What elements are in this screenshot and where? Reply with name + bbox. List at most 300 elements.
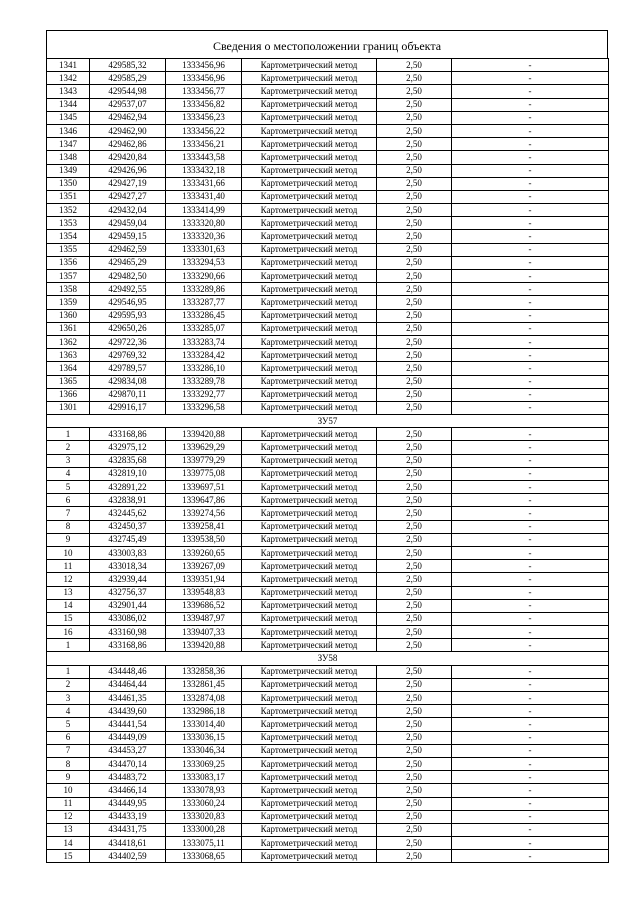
method-cell: Картометрический метод bbox=[242, 177, 377, 190]
y-coordinate-cell: 1333431,40 bbox=[166, 190, 242, 203]
table-row bbox=[47, 335, 609, 348]
table-row bbox=[47, 98, 609, 111]
y-coordinate-cell: 1333456,77 bbox=[166, 85, 242, 98]
method-cell: Картометрический метод bbox=[242, 573, 377, 586]
accuracy-cell: 2,50 bbox=[377, 507, 452, 520]
x-coordinate-cell: 429650,26 bbox=[90, 322, 166, 335]
accuracy-cell: 2,50 bbox=[377, 678, 452, 691]
accuracy-cell: 2,50 bbox=[377, 124, 452, 137]
point-number-cell: 1 bbox=[47, 639, 90, 652]
y-coordinate-cell: 1339629,29 bbox=[166, 441, 242, 454]
point-number-cell: 16 bbox=[47, 626, 90, 639]
note-cell: - bbox=[452, 823, 609, 836]
x-coordinate-cell: 429462,59 bbox=[90, 243, 166, 256]
table-row bbox=[47, 850, 609, 863]
x-coordinate-cell: 434418,61 bbox=[90, 837, 166, 850]
method-cell: Картометрический метод bbox=[242, 428, 377, 441]
y-coordinate-cell: 1339487,97 bbox=[166, 612, 242, 625]
method-cell: Картометрический метод bbox=[242, 243, 377, 256]
method-cell: Картометрический метод bbox=[242, 349, 377, 362]
point-number-cell: 3 bbox=[47, 692, 90, 705]
point-number-cell: 7 bbox=[47, 744, 90, 757]
y-coordinate-cell: 1339686,52 bbox=[166, 599, 242, 612]
table-row bbox=[47, 546, 609, 559]
y-coordinate-cell: 1339258,41 bbox=[166, 520, 242, 533]
table-row bbox=[47, 837, 609, 850]
point-number-cell: 12 bbox=[47, 573, 90, 586]
table-row bbox=[47, 309, 609, 322]
point-number-cell: 1346 bbox=[47, 124, 90, 137]
note-cell: - bbox=[452, 454, 609, 467]
method-cell: Картометрический метод bbox=[242, 494, 377, 507]
method-cell: Картометрический метод bbox=[242, 507, 377, 520]
method-cell: Картометрический метод bbox=[242, 705, 377, 718]
y-coordinate-cell: 1333456,21 bbox=[166, 138, 242, 151]
method-cell: Картометрический метод bbox=[242, 612, 377, 625]
table-row bbox=[47, 665, 609, 678]
x-coordinate-cell: 434431,75 bbox=[90, 823, 166, 836]
page-title: Сведения о местоположении границ объекта bbox=[46, 30, 608, 59]
section-header-row bbox=[47, 652, 609, 665]
note-cell: - bbox=[452, 757, 609, 770]
point-number-cell: 15 bbox=[47, 850, 90, 863]
table-row bbox=[47, 243, 609, 256]
method-cell: Картометрический метод bbox=[242, 467, 377, 480]
note-cell: - bbox=[452, 309, 609, 322]
accuracy-cell: 2,50 bbox=[377, 217, 452, 230]
accuracy-cell: 2,50 bbox=[377, 375, 452, 388]
point-number-cell: 1365 bbox=[47, 375, 90, 388]
x-coordinate-cell: 434433,19 bbox=[90, 810, 166, 823]
point-number-cell: 1347 bbox=[47, 138, 90, 151]
table-row bbox=[47, 744, 609, 757]
point-number-cell: 1363 bbox=[47, 349, 90, 362]
table-row bbox=[47, 520, 609, 533]
method-cell: Картометрический метод bbox=[242, 560, 377, 573]
section-label: ЗУ58 bbox=[47, 652, 609, 665]
table-row bbox=[47, 164, 609, 177]
method-cell: Картометрический метод bbox=[242, 639, 377, 652]
table-row bbox=[47, 692, 609, 705]
x-coordinate-cell: 433086,02 bbox=[90, 612, 166, 625]
point-number-cell: 1348 bbox=[47, 151, 90, 164]
y-coordinate-cell: 1333320,80 bbox=[166, 217, 242, 230]
accuracy-cell: 2,50 bbox=[377, 283, 452, 296]
note-cell: - bbox=[452, 731, 609, 744]
accuracy-cell: 2,50 bbox=[377, 454, 452, 467]
note-cell: - bbox=[452, 388, 609, 401]
point-number-cell: 2 bbox=[47, 441, 90, 454]
point-number-cell: 1343 bbox=[47, 85, 90, 98]
y-coordinate-cell: 1333456,23 bbox=[166, 111, 242, 124]
point-number-cell: 13 bbox=[47, 586, 90, 599]
table-row bbox=[47, 612, 609, 625]
y-coordinate-cell: 1333443,58 bbox=[166, 151, 242, 164]
note-cell: - bbox=[452, 744, 609, 757]
y-coordinate-cell: 1333060,24 bbox=[166, 797, 242, 810]
method-cell: Картометрический метод bbox=[242, 784, 377, 797]
table-row bbox=[47, 494, 609, 507]
method-cell: Картометрический метод bbox=[242, 151, 377, 164]
x-coordinate-cell: 434453,27 bbox=[90, 744, 166, 757]
note-cell: - bbox=[452, 98, 609, 111]
table-row bbox=[47, 573, 609, 586]
accuracy-cell: 2,50 bbox=[377, 85, 452, 98]
table-row bbox=[47, 59, 609, 72]
accuracy-cell: 2,50 bbox=[377, 494, 452, 507]
note-cell: - bbox=[452, 111, 609, 124]
x-coordinate-cell: 429427,19 bbox=[90, 177, 166, 190]
table-row bbox=[47, 72, 609, 85]
point-number-cell: 1364 bbox=[47, 362, 90, 375]
table-row bbox=[47, 797, 609, 810]
note-cell: - bbox=[452, 164, 609, 177]
note-cell: - bbox=[452, 494, 609, 507]
method-cell: Картометрический метод bbox=[242, 823, 377, 836]
y-coordinate-cell: 1333286,10 bbox=[166, 362, 242, 375]
y-coordinate-cell: 1333289,86 bbox=[166, 283, 242, 296]
x-coordinate-cell: 429465,29 bbox=[90, 256, 166, 269]
method-cell: Картометрический метод bbox=[242, 256, 377, 269]
document-page bbox=[46, 30, 608, 863]
accuracy-cell: 2,50 bbox=[377, 837, 452, 850]
x-coordinate-cell: 434449,09 bbox=[90, 731, 166, 744]
point-number-cell: 1359 bbox=[47, 296, 90, 309]
x-coordinate-cell: 429916,17 bbox=[90, 401, 166, 414]
table-row bbox=[47, 190, 609, 203]
note-cell: - bbox=[452, 718, 609, 731]
note-cell: - bbox=[452, 784, 609, 797]
y-coordinate-cell: 1333069,25 bbox=[166, 757, 242, 770]
accuracy-cell: 2,50 bbox=[377, 243, 452, 256]
accuracy-cell: 2,50 bbox=[377, 151, 452, 164]
point-number-cell: 7 bbox=[47, 507, 90, 520]
method-cell: Картометрический метод bbox=[242, 85, 377, 98]
method-cell: Картометрический метод bbox=[242, 296, 377, 309]
table-row bbox=[47, 784, 609, 797]
x-coordinate-cell: 429544,98 bbox=[90, 85, 166, 98]
table-row bbox=[47, 362, 609, 375]
accuracy-cell: 2,50 bbox=[377, 138, 452, 151]
note-cell: - bbox=[452, 467, 609, 480]
table-row bbox=[47, 481, 609, 494]
accuracy-cell: 2,50 bbox=[377, 164, 452, 177]
method-cell: Картометрический метод bbox=[242, 757, 377, 770]
y-coordinate-cell: 1333283,74 bbox=[166, 335, 242, 348]
accuracy-cell: 2,50 bbox=[377, 757, 452, 770]
method-cell: Картометрический метод bbox=[242, 124, 377, 137]
y-coordinate-cell: 1333301,63 bbox=[166, 243, 242, 256]
note-cell: - bbox=[452, 560, 609, 573]
note-cell: - bbox=[452, 335, 609, 348]
note-cell: - bbox=[452, 626, 609, 639]
point-number-cell: 5 bbox=[47, 718, 90, 731]
accuracy-cell: 2,50 bbox=[377, 335, 452, 348]
x-coordinate-cell: 429595,93 bbox=[90, 309, 166, 322]
note-cell: - bbox=[452, 296, 609, 309]
y-coordinate-cell: 1333290,66 bbox=[166, 270, 242, 283]
point-number-cell: 4 bbox=[47, 467, 90, 480]
table-row bbox=[47, 270, 609, 283]
point-number-cell: 1358 bbox=[47, 283, 90, 296]
x-coordinate-cell: 432939,44 bbox=[90, 573, 166, 586]
point-number-cell: 10 bbox=[47, 784, 90, 797]
point-number-cell: 8 bbox=[47, 757, 90, 770]
note-cell: - bbox=[452, 72, 609, 85]
point-number-cell: 15 bbox=[47, 612, 90, 625]
y-coordinate-cell: 1333432,18 bbox=[166, 164, 242, 177]
table-row bbox=[47, 823, 609, 836]
point-number-cell: 2 bbox=[47, 678, 90, 691]
point-number-cell: 1366 bbox=[47, 388, 90, 401]
table-row bbox=[47, 533, 609, 546]
point-number-cell: 1354 bbox=[47, 230, 90, 243]
note-cell: - bbox=[452, 692, 609, 705]
table-row bbox=[47, 85, 609, 98]
accuracy-cell: 2,50 bbox=[377, 823, 452, 836]
table-row bbox=[47, 428, 609, 441]
accuracy-cell: 2,50 bbox=[377, 626, 452, 639]
point-number-cell: 1351 bbox=[47, 190, 90, 203]
y-coordinate-cell: 1333456,82 bbox=[166, 98, 242, 111]
note-cell: - bbox=[452, 177, 609, 190]
y-coordinate-cell: 1333296,58 bbox=[166, 401, 242, 414]
accuracy-cell: 2,50 bbox=[377, 349, 452, 362]
point-number-cell: 8 bbox=[47, 520, 90, 533]
method-cell: Картометрический метод bbox=[242, 797, 377, 810]
method-cell: Картометрический метод bbox=[242, 190, 377, 203]
method-cell: Картометрический метод bbox=[242, 454, 377, 467]
table-row bbox=[47, 467, 609, 480]
y-coordinate-cell: 1332986,18 bbox=[166, 705, 242, 718]
note-cell: - bbox=[452, 270, 609, 283]
note-cell: - bbox=[452, 124, 609, 137]
coordinates-table bbox=[46, 58, 609, 863]
note-cell: - bbox=[452, 837, 609, 850]
note-cell: - bbox=[452, 533, 609, 546]
x-coordinate-cell: 429459,04 bbox=[90, 217, 166, 230]
accuracy-cell: 2,50 bbox=[377, 428, 452, 441]
y-coordinate-cell: 1333075,11 bbox=[166, 837, 242, 850]
method-cell: Картометрический метод bbox=[242, 626, 377, 639]
y-coordinate-cell: 1333000,28 bbox=[166, 823, 242, 836]
x-coordinate-cell: 429459,15 bbox=[90, 230, 166, 243]
table-row bbox=[47, 151, 609, 164]
method-cell: Картометрический метод bbox=[242, 204, 377, 217]
accuracy-cell: 2,50 bbox=[377, 850, 452, 863]
x-coordinate-cell: 433168,86 bbox=[90, 639, 166, 652]
y-coordinate-cell: 1333046,34 bbox=[166, 744, 242, 757]
x-coordinate-cell: 433003,83 bbox=[90, 546, 166, 559]
accuracy-cell: 2,50 bbox=[377, 467, 452, 480]
point-number-cell: 11 bbox=[47, 560, 90, 573]
x-coordinate-cell: 429834,08 bbox=[90, 375, 166, 388]
x-coordinate-cell: 433168,86 bbox=[90, 428, 166, 441]
section-label: ЗУ57 bbox=[47, 415, 609, 428]
note-cell: - bbox=[452, 151, 609, 164]
accuracy-cell: 2,50 bbox=[377, 639, 452, 652]
table-row bbox=[47, 705, 609, 718]
x-coordinate-cell: 433018,34 bbox=[90, 560, 166, 573]
accuracy-cell: 2,50 bbox=[377, 177, 452, 190]
table-row bbox=[47, 256, 609, 269]
x-coordinate-cell: 432975,12 bbox=[90, 441, 166, 454]
accuracy-cell: 2,50 bbox=[377, 230, 452, 243]
accuracy-cell: 2,50 bbox=[377, 388, 452, 401]
x-coordinate-cell: 432835,68 bbox=[90, 454, 166, 467]
table-row bbox=[47, 283, 609, 296]
note-cell: - bbox=[452, 705, 609, 718]
point-number-cell: 9 bbox=[47, 771, 90, 784]
x-coordinate-cell: 429537,07 bbox=[90, 98, 166, 111]
y-coordinate-cell: 1333083,17 bbox=[166, 771, 242, 784]
method-cell: Картометрический метод bbox=[242, 837, 377, 850]
method-cell: Картометрический метод bbox=[242, 520, 377, 533]
x-coordinate-cell: 432838,91 bbox=[90, 494, 166, 507]
x-coordinate-cell: 433160,98 bbox=[90, 626, 166, 639]
y-coordinate-cell: 1333289,78 bbox=[166, 375, 242, 388]
x-coordinate-cell: 429427,27 bbox=[90, 190, 166, 203]
accuracy-cell: 2,50 bbox=[377, 256, 452, 269]
method-cell: Картометрический метод bbox=[242, 164, 377, 177]
point-number-cell: 12 bbox=[47, 810, 90, 823]
method-cell: Картометрический метод bbox=[242, 283, 377, 296]
method-cell: Картометрический метод bbox=[242, 546, 377, 559]
method-cell: Картометрический метод bbox=[242, 441, 377, 454]
point-number-cell: 14 bbox=[47, 837, 90, 850]
y-coordinate-cell: 1333294,53 bbox=[166, 256, 242, 269]
method-cell: Картометрический метод bbox=[242, 481, 377, 494]
method-cell: Картометрический метод bbox=[242, 401, 377, 414]
note-cell: - bbox=[452, 599, 609, 612]
table-row bbox=[47, 771, 609, 784]
point-number-cell: 1357 bbox=[47, 270, 90, 283]
x-coordinate-cell: 429585,32 bbox=[90, 59, 166, 72]
note-cell: - bbox=[452, 217, 609, 230]
point-number-cell: 1344 bbox=[47, 98, 90, 111]
x-coordinate-cell: 432745,49 bbox=[90, 533, 166, 546]
method-cell: Картометрический метод bbox=[242, 309, 377, 322]
note-cell: - bbox=[452, 85, 609, 98]
point-number-cell: 1342 bbox=[47, 72, 90, 85]
table-row bbox=[47, 296, 609, 309]
note-cell: - bbox=[452, 665, 609, 678]
note-cell: - bbox=[452, 283, 609, 296]
x-coordinate-cell: 432891,22 bbox=[90, 481, 166, 494]
point-number-cell: 1361 bbox=[47, 322, 90, 335]
note-cell: - bbox=[452, 810, 609, 823]
method-cell: Картометрический метод bbox=[242, 533, 377, 546]
note-cell: - bbox=[452, 612, 609, 625]
table-row bbox=[47, 375, 609, 388]
accuracy-cell: 2,50 bbox=[377, 441, 452, 454]
note-cell: - bbox=[452, 362, 609, 375]
y-coordinate-cell: 1333287,77 bbox=[166, 296, 242, 309]
x-coordinate-cell: 434464,44 bbox=[90, 678, 166, 691]
y-coordinate-cell: 1339420,88 bbox=[166, 639, 242, 652]
table-row bbox=[47, 322, 609, 335]
y-coordinate-cell: 1333014,40 bbox=[166, 718, 242, 731]
note-cell: - bbox=[452, 243, 609, 256]
x-coordinate-cell: 434439,60 bbox=[90, 705, 166, 718]
method-cell: Картометрический метод bbox=[242, 111, 377, 124]
note-cell: - bbox=[452, 256, 609, 269]
method-cell: Картометрический метод bbox=[242, 731, 377, 744]
point-number-cell: 13 bbox=[47, 823, 90, 836]
accuracy-cell: 2,50 bbox=[377, 692, 452, 705]
table-row bbox=[47, 177, 609, 190]
note-cell: - bbox=[452, 322, 609, 335]
table-row bbox=[47, 757, 609, 770]
accuracy-cell: 2,50 bbox=[377, 111, 452, 124]
y-coordinate-cell: 1333456,22 bbox=[166, 124, 242, 137]
x-coordinate-cell: 429432,04 bbox=[90, 204, 166, 217]
x-coordinate-cell: 429426,96 bbox=[90, 164, 166, 177]
table-row bbox=[47, 454, 609, 467]
table-row bbox=[47, 731, 609, 744]
table-row bbox=[47, 401, 609, 414]
table-row bbox=[47, 138, 609, 151]
y-coordinate-cell: 1339697,51 bbox=[166, 481, 242, 494]
point-number-cell: 1 bbox=[47, 428, 90, 441]
method-cell: Картометрический метод bbox=[242, 599, 377, 612]
y-coordinate-cell: 1333285,07 bbox=[166, 322, 242, 335]
accuracy-cell: 2,50 bbox=[377, 533, 452, 546]
x-coordinate-cell: 429546,95 bbox=[90, 296, 166, 309]
accuracy-cell: 2,50 bbox=[377, 296, 452, 309]
y-coordinate-cell: 1339351,94 bbox=[166, 573, 242, 586]
accuracy-cell: 2,50 bbox=[377, 309, 452, 322]
point-number-cell: 3 bbox=[47, 454, 90, 467]
x-coordinate-cell: 429722,36 bbox=[90, 335, 166, 348]
note-cell: - bbox=[452, 375, 609, 388]
note-cell: - bbox=[452, 771, 609, 784]
method-cell: Картометрический метод bbox=[242, 322, 377, 335]
method-cell: Картометрический метод bbox=[242, 362, 377, 375]
note-cell: - bbox=[452, 678, 609, 691]
y-coordinate-cell: 1339779,29 bbox=[166, 454, 242, 467]
note-cell: - bbox=[452, 481, 609, 494]
x-coordinate-cell: 432445,62 bbox=[90, 507, 166, 520]
x-coordinate-cell: 429870,11 bbox=[90, 388, 166, 401]
method-cell: Картометрический метод bbox=[242, 771, 377, 784]
note-cell: - bbox=[452, 138, 609, 151]
x-coordinate-cell: 434466,14 bbox=[90, 784, 166, 797]
point-number-cell: 1356 bbox=[47, 256, 90, 269]
table-row bbox=[47, 599, 609, 612]
accuracy-cell: 2,50 bbox=[377, 573, 452, 586]
accuracy-cell: 2,50 bbox=[377, 718, 452, 731]
y-coordinate-cell: 1333284,42 bbox=[166, 349, 242, 362]
y-coordinate-cell: 1333020,83 bbox=[166, 810, 242, 823]
method-cell: Картометрический метод bbox=[242, 217, 377, 230]
table-row bbox=[47, 230, 609, 243]
method-cell: Картометрический метод bbox=[242, 138, 377, 151]
accuracy-cell: 2,50 bbox=[377, 270, 452, 283]
method-cell: Картометрический метод bbox=[242, 388, 377, 401]
point-number-cell: 1349 bbox=[47, 164, 90, 177]
y-coordinate-cell: 1333078,93 bbox=[166, 784, 242, 797]
y-coordinate-cell: 1333456,96 bbox=[166, 59, 242, 72]
accuracy-cell: 2,50 bbox=[377, 797, 452, 810]
method-cell: Картометрический метод bbox=[242, 72, 377, 85]
accuracy-cell: 2,50 bbox=[377, 204, 452, 217]
point-number-cell: 1362 bbox=[47, 335, 90, 348]
method-cell: Картометрический метод bbox=[242, 692, 377, 705]
method-cell: Картометрический метод bbox=[242, 678, 377, 691]
accuracy-cell: 2,50 bbox=[377, 586, 452, 599]
accuracy-cell: 2,50 bbox=[377, 810, 452, 823]
